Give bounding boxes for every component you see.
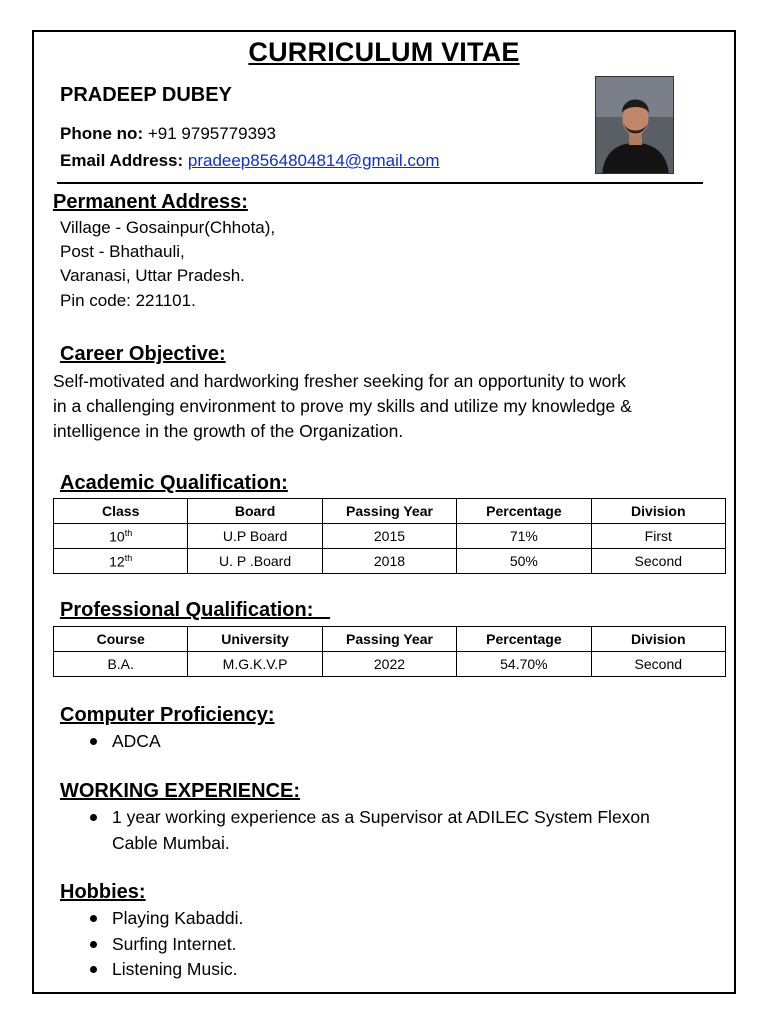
hobbies-list [88, 906, 243, 983]
address-line: Pin code: 221101. [60, 291, 196, 310]
table-row [54, 652, 726, 677]
board-cell: U. P .Board [188, 549, 322, 574]
professional-heading: Professional Qualification: [60, 599, 314, 621]
list-item: Surfing Internet. [88, 932, 243, 958]
professional-table [53, 626, 726, 677]
division-cell: Second [591, 549, 725, 574]
computer-list [88, 729, 161, 755]
division-cell: First [591, 524, 725, 549]
email-line [60, 151, 440, 171]
university-cell: M.G.K.V.P [188, 652, 322, 677]
objective-line: Self-motivated and hardworking fresher seeking for an opportunity to work [53, 371, 626, 391]
candidate-name: PRADEEP DUBEY [60, 84, 232, 106]
column-header: Board [188, 499, 322, 524]
table-header-row [54, 499, 726, 524]
address-line: Village - Gosainpur(Chhota), [60, 218, 276, 237]
permanent-address-heading: Permanent Address: [53, 191, 248, 213]
academic-heading: Academic Qualification: [60, 472, 288, 494]
list-item: Playing Kabaddi. [88, 906, 243, 932]
address-line: Varanasi, Uttar Pradesh. [60, 266, 245, 285]
column-header: Course [54, 627, 188, 652]
academic-table [53, 498, 726, 574]
phone-number: +91 9795779393 [147, 124, 276, 143]
board-cell: U.P Board [188, 524, 322, 549]
list-item: Listening Music. [88, 957, 243, 983]
column-header: University [188, 627, 322, 652]
column-header: Percentage [457, 499, 591, 524]
phone-label: Phone no: [60, 124, 144, 143]
list-item: ADCA [88, 729, 161, 755]
phone-line [60, 124, 276, 144]
course-cell: B.A. [54, 652, 188, 677]
computer-proficiency-heading: Computer Proficiency: [60, 704, 275, 726]
percentage-cell: 54.70% [457, 652, 591, 677]
column-header: Class [54, 499, 188, 524]
profile-photo [595, 76, 674, 174]
column-header: Passing Year [322, 499, 456, 524]
year-cell: 2018 [322, 549, 456, 574]
column-header: Passing Year [322, 627, 456, 652]
header-divider [57, 182, 703, 184]
career-objective-heading: Career Objective: [60, 343, 226, 365]
objective-line: in a challenging environment to prove my skills and utilize my knowledge & [53, 396, 632, 416]
person-photo-icon [596, 77, 674, 174]
working-experience-heading: WORKING EXPERIENCE: [60, 780, 301, 802]
email-label: Email Address: [60, 151, 184, 170]
email-link[interactable]: pradeep8564804814@gmail.com [187, 151, 440, 170]
table-row [54, 524, 726, 549]
hobbies-heading: Hobbies: [60, 881, 146, 903]
year-cell: 2022 [322, 652, 456, 677]
year-cell: 2015 [322, 524, 456, 549]
list-item: 1 year working experience as a Supervisor at ADILEC System Flexon Cable Mumbai. [88, 805, 650, 856]
table-header-row [54, 627, 726, 652]
column-header: Division [591, 627, 725, 652]
table-row [54, 549, 726, 574]
career-objective-text [53, 369, 733, 444]
class-cell: 10th [54, 524, 188, 549]
objective-line: intelligence in the growth of the Organization. [53, 421, 404, 441]
percentage-cell: 71% [457, 524, 591, 549]
division-cell: Second [591, 652, 725, 677]
class-cell: 12th [54, 549, 188, 574]
experience-list [88, 805, 650, 856]
document-title: CURRICULUM VITAE [248, 37, 520, 67]
percentage-cell: 50% [457, 549, 591, 574]
column-header: Division [591, 499, 725, 524]
column-header: Percentage [457, 627, 591, 652]
address-line: Post - Bhathauli, [60, 242, 185, 261]
